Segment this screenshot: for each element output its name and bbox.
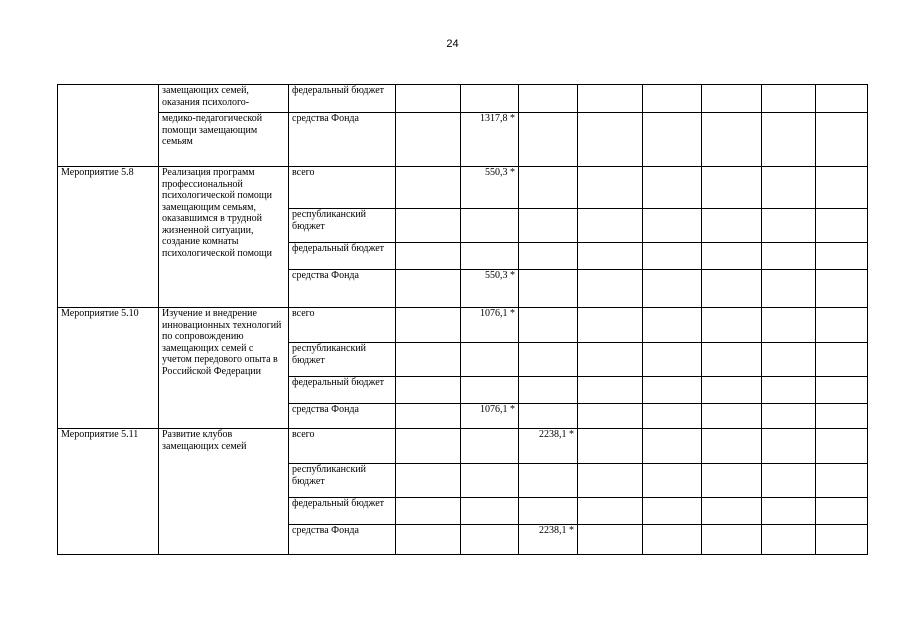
amount-cell: 550,3 * (461, 270, 519, 308)
event-label: Мероприятие 5.10 (58, 308, 159, 429)
table-row (58, 85, 868, 113)
funding-source: средства Фонда (289, 270, 396, 308)
event-label-cell (58, 85, 159, 167)
funding-source: средства Фонда (289, 525, 396, 555)
funding-source: всего (289, 308, 396, 343)
funding-source: всего (289, 167, 396, 209)
funding-source: федеральный бюджет (289, 85, 396, 113)
funding-source: федеральный бюджет (289, 243, 396, 270)
table-row (58, 113, 868, 167)
event-description: Реализация программ профессиональной психологической помощи замещающим семьям, оказавшимся в трудной жизненной ситуации, создание комнаты психологической помощи (159, 167, 289, 308)
amount-cell: 1076,1 * (461, 308, 519, 343)
event-description: Развитие клубов замещающих семей (159, 429, 289, 555)
amount-cell: 2238,1 * (519, 525, 578, 555)
funding-source: республиканский бюджет (289, 343, 396, 377)
funding-source: средства Фонда (289, 404, 396, 429)
page-number: 24 (446, 38, 459, 50)
event-label: Мероприятие 5.11 (58, 429, 159, 555)
funding-source: всего (289, 429, 396, 464)
funding-source: республиканский бюджет (289, 209, 396, 243)
budget-table (57, 84, 868, 555)
funding-source: федеральный бюджет (289, 377, 396, 404)
event-description: медико-педагогической помощи замещающим семьям (159, 113, 289, 167)
funding-source: федеральный бюджет (289, 498, 396, 525)
amount-cell: 550,3 * (461, 167, 519, 209)
event-description: Изучение и внедрение инновационных технологий по сопровождению замещающих семей с учетом передового опыта в Российской Федерации (159, 308, 289, 429)
funding-source: средства Фонда (289, 113, 396, 167)
table-row (58, 429, 868, 464)
amount-cell: 1076,1 * (461, 404, 519, 429)
event-label: Мероприятие 5.8 (58, 167, 159, 308)
amount-cell: 2238,1 * (519, 429, 578, 464)
event-description: замещающих семей, оказания психолого- (159, 85, 289, 113)
amount-cell: 1317,8 * (461, 113, 519, 167)
table-row (58, 167, 868, 209)
table-row (58, 308, 868, 343)
funding-source: республиканский бюджет (289, 464, 396, 498)
